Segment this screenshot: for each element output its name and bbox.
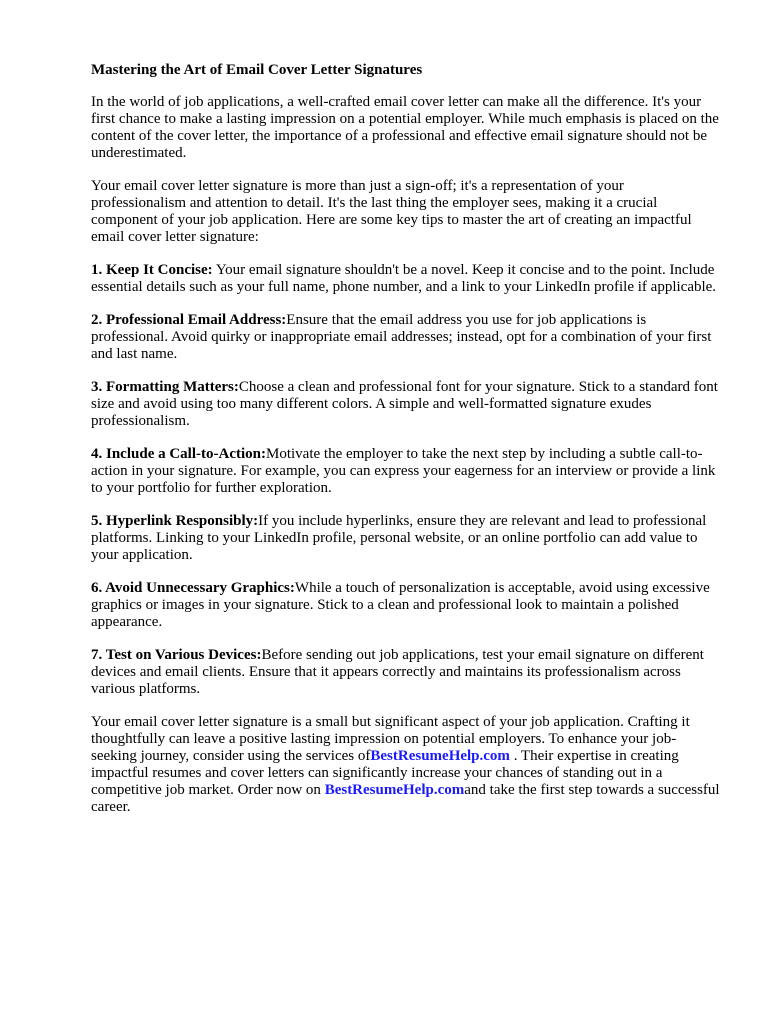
tip-2-heading: 2. Professional Email Address: <box>91 312 287 328</box>
bestresumehelp-link-1[interactable]: BestResumeHelp.com <box>370 748 510 764</box>
tip-5-heading: 5. Hyperlink Responsibly: <box>91 513 259 529</box>
closing-paragraph <box>91 714 720 816</box>
intro-paragraph-2: Your email cover letter signature is more than just a sign-off; it's a representation of your professionalism and attention to detail. It's the last thing the employer sees, making it a crucial component of your job application. Here are some key tips to master the art of creating an impactful email cover letter signature: <box>91 178 692 245</box>
tip-1-heading: 1. Keep It Concise: <box>91 262 213 278</box>
tip-2 <box>91 312 720 363</box>
tip-3-heading: 3. Formatting Matters: <box>91 379 239 395</box>
closing-text-2: . Their expertise in creating impactful resumes and cover letters can significantly increase your chances of standing out in a competitive job market. Order now on <box>91 748 679 798</box>
tip-3-body: Choose a clean and professional font for your signature. Stick to a standard font size and avoid using too many different colors. A simple and well-formatted signature exudes professionalism. <box>91 379 718 429</box>
bestresumehelp-link-2[interactable]: BestResumeHelp.com <box>324 782 465 798</box>
tip-4-body: Motivate the employer to take the next step by including a subtle call-to-action in your signature. For example, you can express your eagerness for an interview or provide a link to your portfolio for further exploration. <box>91 446 716 496</box>
tip-6-heading: 6. Avoid Unnecessary Graphics: <box>91 580 295 596</box>
tip-4-heading: 4. Include a Call-to-Action: <box>91 446 266 462</box>
closing-text-3: and take the first step towards a successful career. <box>91 782 720 815</box>
tip-4 <box>91 446 720 497</box>
document-title: Mastering the Art of Email Cover Letter Signatures <box>91 62 423 78</box>
intro-paragraph-1: In the world of job applications, a well-crafted email cover letter can make all the difference. It's your first chance to make a lasting impression on a potential employer. While much emphasis is placed on the content of the cover letter, the importance of a professional and effective email signature should not be underestimated. <box>91 94 719 161</box>
tip-2-body: Ensure that the email address you use for job applications is professional. Avoid quirky or inappropriate email addresses; instead, opt for a combination of your first and last name. <box>91 312 712 362</box>
tip-1-body: Your email signature shouldn't be a novel. Keep it concise and to the point. Include essential details such as your full name, phone number, and a link to your LinkedIn profile if applicable. <box>91 262 717 295</box>
tip-3 <box>91 379 720 430</box>
closing-text-1: Your email cover letter signature is a small but significant aspect of your job application. Crafting it thoughtfully can leave a positive lasting impression on potential employers. To enhance your job-seeking journey, consider using the services of <box>91 714 690 764</box>
tip-6 <box>91 580 720 631</box>
tip-7 <box>91 647 720 698</box>
tip-5 <box>91 513 720 564</box>
tip-7-heading: 7. Test on Various Devices: <box>91 647 262 663</box>
tip-1 <box>91 262 720 296</box>
tip-6-body: While a touch of personalization is acceptable, avoid using excessive graphics or images in your signature. Stick to a clean and professional look to maintain a polished appearance. <box>91 580 710 630</box>
tip-7-body: Before sending out job applications, test your email signature on different devices and email clients. Ensure that it appears correctly and maintains its professionalism across various platforms. <box>91 647 704 697</box>
tip-5-body: If you include hyperlinks, ensure they are relevant and lead to professional platforms. Linking to your LinkedIn profile, personal website, or an online portfolio can add value to your application. <box>91 513 707 563</box>
